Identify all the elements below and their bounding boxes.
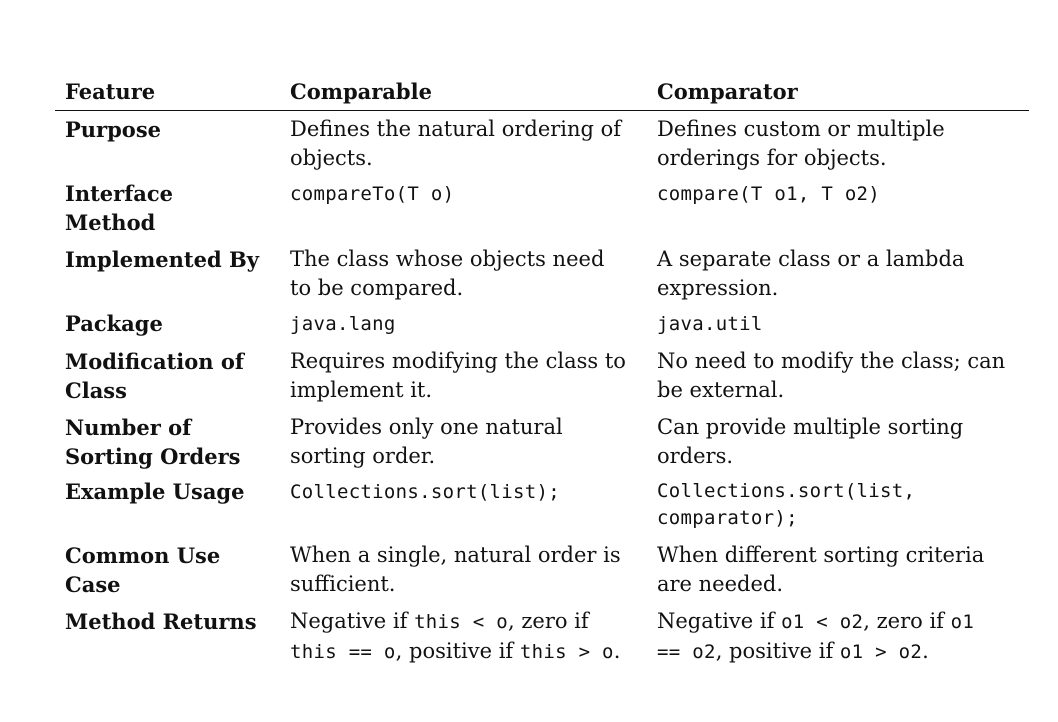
text: . (922, 639, 929, 663)
table-row (55, 599, 1029, 667)
feature-cell: Example Usage (65, 479, 245, 504)
code-text: o1 < o2 (781, 611, 864, 633)
comparable-cell (280, 477, 647, 531)
feature-cell: Common Use Case (65, 543, 221, 597)
code-text: this < o (414, 611, 508, 633)
table-row (55, 471, 1029, 531)
comparison-table (55, 72, 1029, 667)
text: Negative if (290, 609, 415, 633)
feature-cell: Implemented By (65, 247, 259, 272)
text: Negative if (657, 609, 782, 633)
comparator-cell (647, 179, 1029, 237)
comparator-cell (647, 477, 1029, 531)
code-text: this == o (290, 641, 396, 663)
code-text: java.util (657, 313, 763, 335)
comparable-cell: When a single, natural order is sufficient. (290, 543, 621, 596)
comparator-cell: No need to modify the class; can be external. (657, 349, 1006, 402)
comparable-cell: Defines the natural ordering of objects. (290, 117, 622, 170)
comparable-cell: Provides only one natural sorting order. (290, 415, 563, 468)
comparable-cell: The class whose objects need to be compared. (290, 247, 605, 300)
text: , positive if (715, 639, 840, 663)
code-text: java.lang (290, 313, 396, 335)
comparable-cell (280, 607, 647, 667)
comparable-cell: Requires modifying the class to implement it. (290, 349, 626, 402)
text: , positive if (395, 639, 520, 663)
comparator-cell: A separate class or a lambda expression. (657, 247, 965, 300)
table-row (55, 111, 1029, 173)
table-header (55, 72, 1029, 111)
feature-cell: Modification of Class (65, 349, 244, 403)
header-comparable: Comparable (290, 79, 432, 104)
code-text: this > o (519, 641, 614, 663)
code-text: Collections.sort(list, comparator); (657, 480, 916, 529)
code-text: compare(T o1, T o2) (657, 183, 881, 205)
text: . (613, 639, 621, 663)
comparable-cell (280, 179, 647, 237)
code-text: compareTo(T o) (290, 183, 455, 205)
code-text: Collections.sort(list); (290, 481, 560, 503)
feature-cell: Method Returns (65, 609, 257, 634)
table-row (55, 339, 1029, 405)
feature-cell: Purpose (65, 117, 161, 142)
table-row (55, 531, 1029, 599)
text: , zero if (507, 609, 589, 633)
feature-cell: Interface Method (65, 181, 174, 235)
table-row (55, 173, 1029, 237)
feature-cell: Number of Sorting Orders (65, 415, 241, 469)
comparator-cell: Defines custom or multiple orderings for objects. (657, 117, 945, 170)
comparator-cell: When different sorting criteria are needed. (657, 543, 985, 596)
code-text: o1 > o2 (839, 641, 923, 663)
text: , zero if (863, 609, 951, 633)
comparator-cell: Can provide multiple sorting orders. (657, 415, 964, 468)
header-comparator: Comparator (657, 79, 798, 104)
code-text: o1 == o2 (657, 611, 975, 663)
table-row (55, 303, 1029, 339)
table-row (55, 405, 1029, 471)
comparator-cell (647, 607, 1029, 667)
table-row (55, 237, 1029, 303)
comparable-cell (280, 309, 647, 339)
comparator-cell (647, 309, 1029, 339)
feature-cell: Package (65, 311, 163, 336)
header-feature: Feature (65, 79, 156, 104)
